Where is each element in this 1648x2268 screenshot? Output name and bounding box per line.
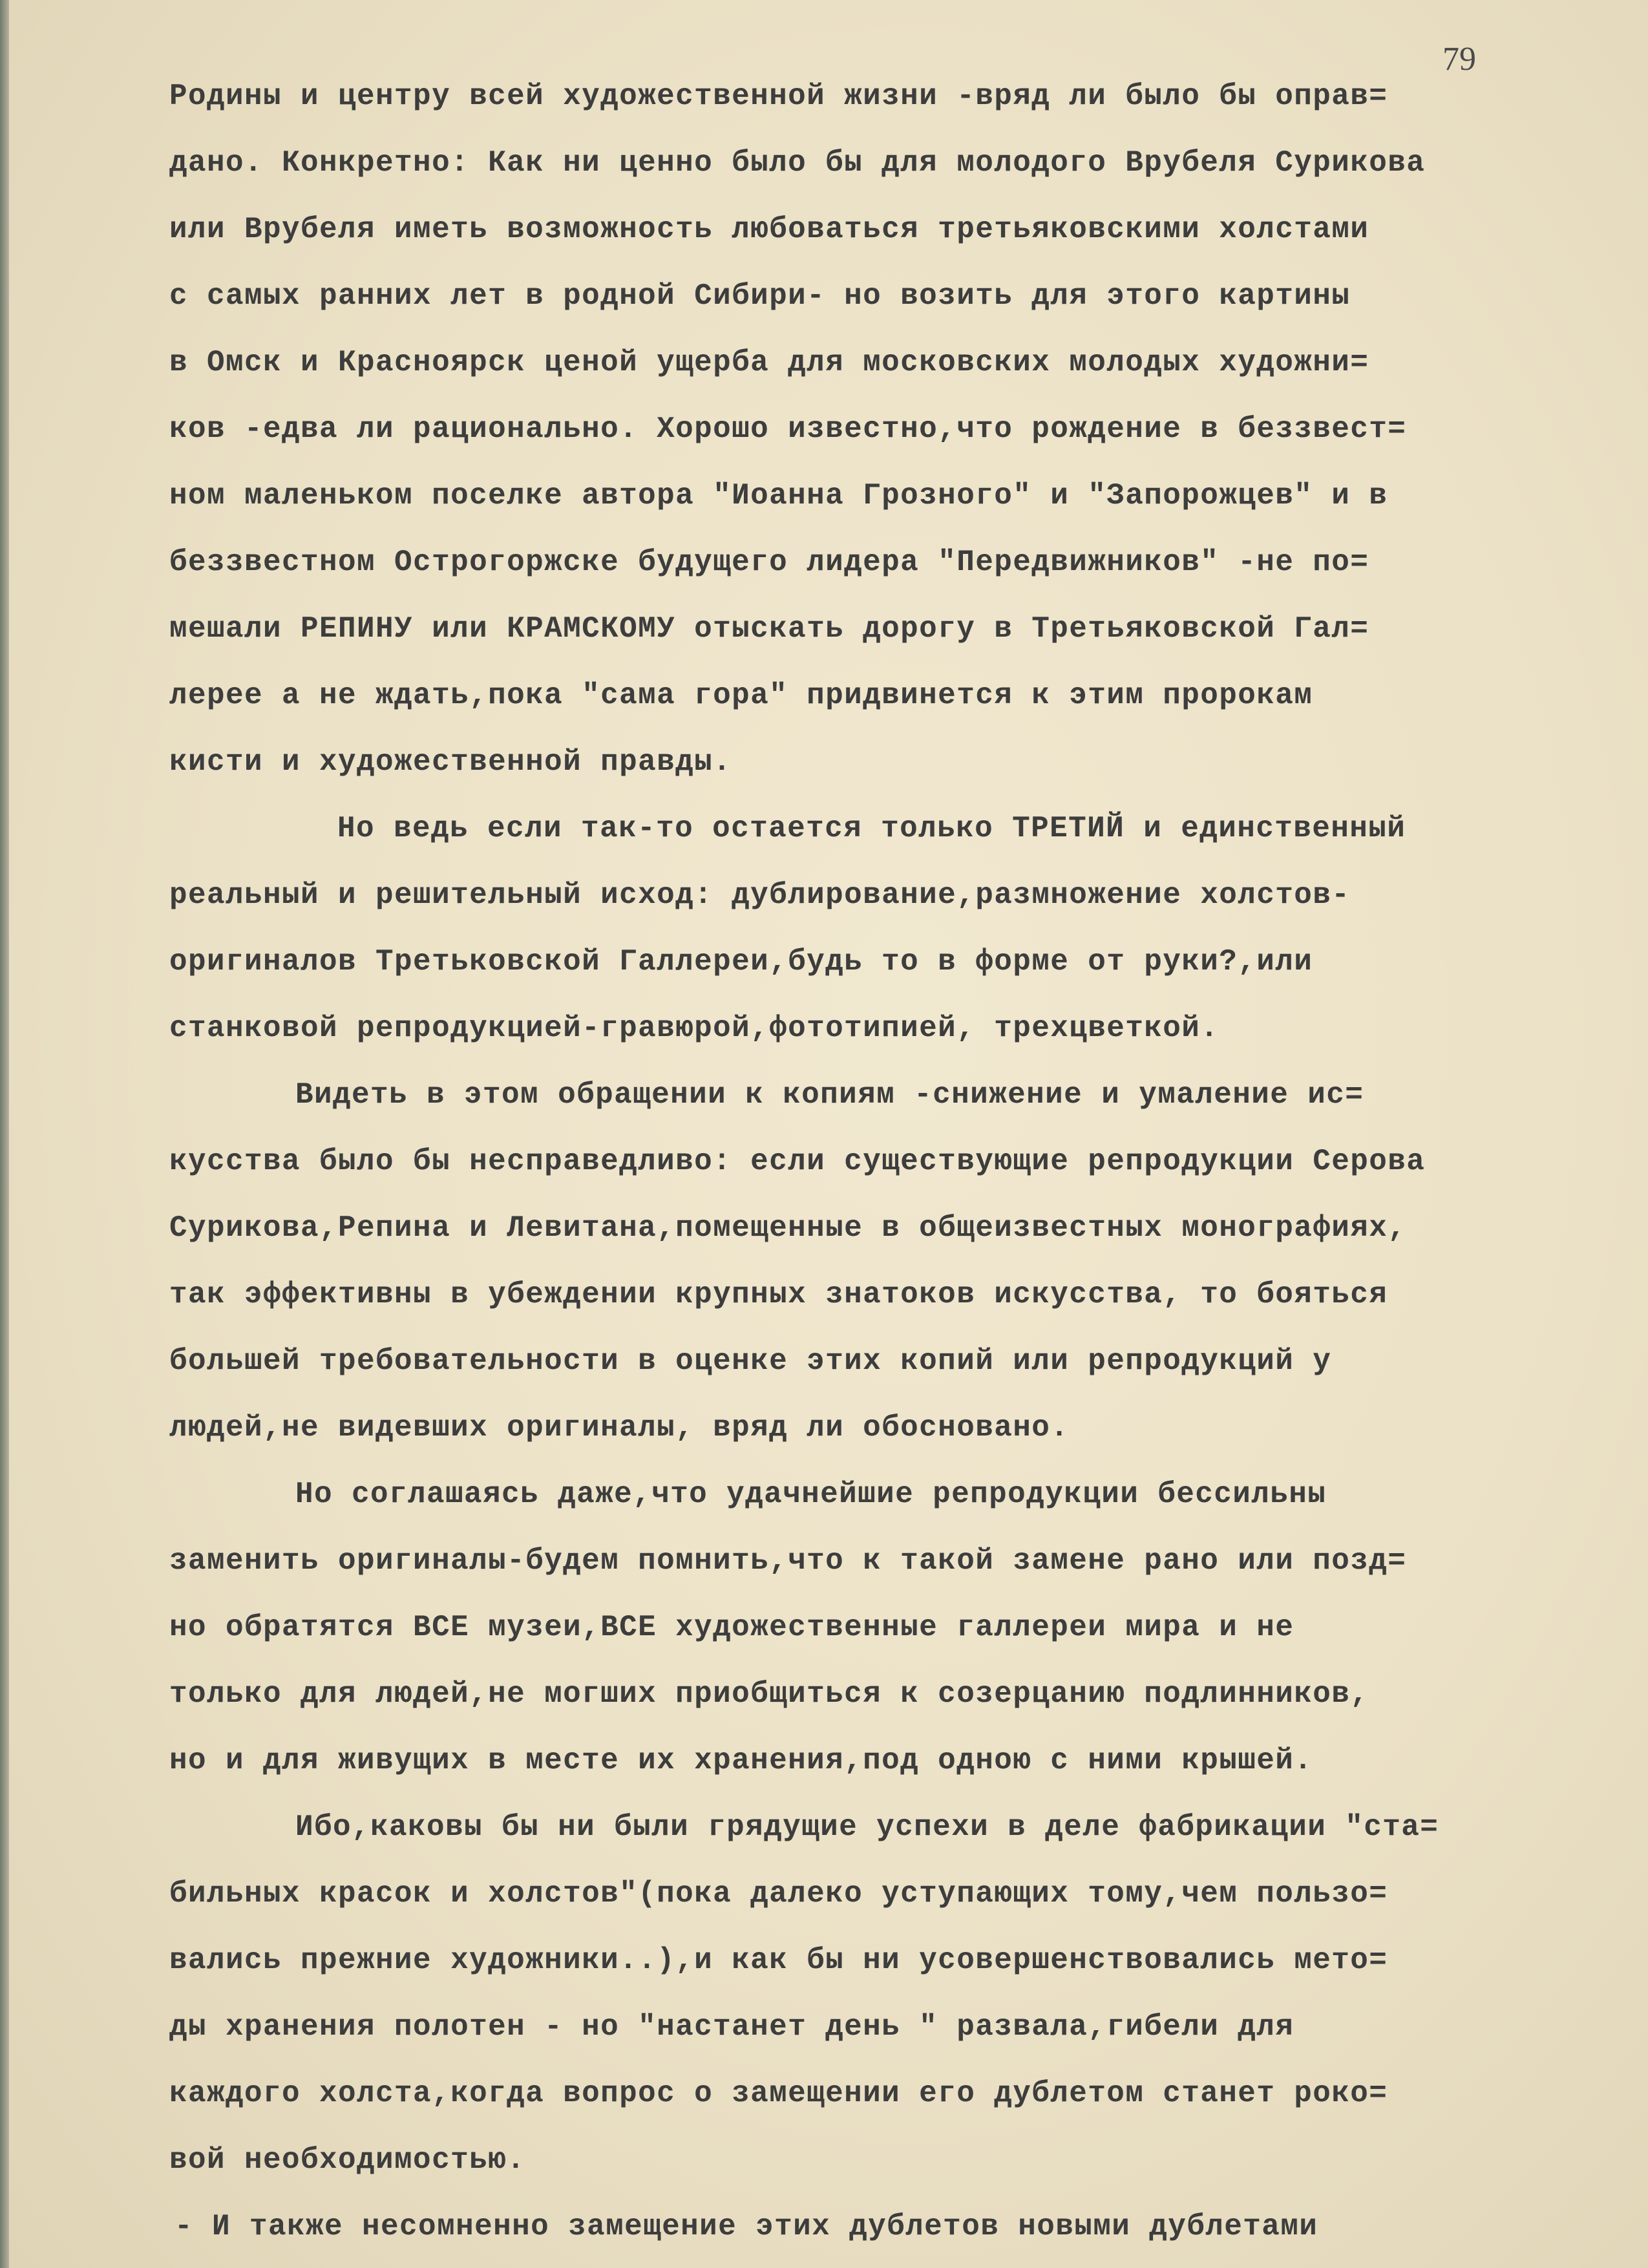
- text-line: реальный и решительный исход: дублирование,размножение холстов-: [169, 878, 1351, 912]
- text-line: лерее а не ждать,пока "сама гора" придвинется к этим пророкам: [169, 679, 1313, 712]
- text-line: так эффективны в убеждении крупных знатоков искусства, то бояться: [169, 1278, 1388, 1311]
- text-line: дано. Конкретно: Как ни ценно было бы для молодого Врубеля Сурикова: [169, 146, 1426, 180]
- text-line: ды хранения полотен - но "настанет день " развала,гибели для: [169, 2010, 1294, 2044]
- text-line: мешали РЕПИНУ или КРАМСКОМУ отыскать дорогу в Третьяковской Гал=: [169, 612, 1369, 646]
- paragraph-start-line: - И также несомненно замещение этих дублетов новыми дублетами: [174, 2210, 1318, 2243]
- text-line: станковой репродукцией-гравюрой,фототипией, трехцветкой.: [169, 1012, 1220, 1045]
- text-line: большей требовательности в оценке этих копий или репродукций у: [169, 1344, 1332, 1378]
- text-line: кусства было бы несправедливо: если существующие репродукции Серова: [169, 1145, 1426, 1178]
- paragraph-start-line: Но ведь если так-то остается только ТРЕТИЙ и единственный: [337, 812, 1406, 845]
- paragraph-start-line: Видеть в этом обращении к копиям -снижение и умаление ис=: [295, 1078, 1364, 1112]
- text-line: только для людей,не могших приобщиться к созерцанию подлинников,: [169, 1677, 1369, 1711]
- text-line: вались прежние художники..),и как бы ни усовершенствовались мето=: [169, 1944, 1388, 1977]
- binding-edge: [0, 0, 9, 2268]
- paragraph-start-line: Но соглашаясь даже,что удачнейшие репродукции бессильны: [295, 1478, 1327, 1511]
- text-line: кисти и художественной правды.: [169, 745, 732, 779]
- text-line: Родины и центру всей художественной жизни -вряд ли было бы оправ=: [169, 79, 1388, 113]
- text-line: заменить оригиналы-будем помнить,что к такой замене рано или позд=: [169, 1544, 1407, 1578]
- typewritten-text: [169, 63, 1604, 2260]
- text-line: каждого холста,когда вопрос о замещении его дублетом станет роко=: [169, 2077, 1388, 2110]
- text-line: ков -едва ли рационально. Хорошо известно,что рождение в беззвест=: [169, 412, 1407, 446]
- text-line: но обратятся ВСЕ музеи,ВСЕ художественные галлереи мира и не: [169, 1611, 1294, 1644]
- text-line: беззвестном Острогоржске будущего лидера "Передвижников" -не по=: [169, 546, 1369, 579]
- text-line: но и для живущих в месте их хранения,под одною с ними крышей.: [169, 1744, 1313, 1777]
- text-line: в Омск и Красноярск ценой ущерба для московских молодых художни=: [169, 346, 1369, 379]
- text-line: ном маленьком поселке автора "Иоанна Грозного" и "Запорожцев" и в: [169, 479, 1388, 513]
- paragraph-start-line: Ибо,каковы бы ни были грядущие успехи в деле фабрикации "ста=: [295, 1810, 1439, 1844]
- text-line: с самых ранних лет в родной Сибири- но возить для этого картины: [169, 279, 1351, 313]
- text-line: оригиналов Третьковской Галлереи,будь то в форме от руки?,или: [169, 945, 1313, 979]
- text-line: вой необходимостью.: [169, 2143, 526, 2177]
- text-line: людей,не видевших оригиналы, вряд ли обосновано.: [169, 1411, 1070, 1445]
- text-line: или Врубеля иметь возможность любоваться третьяковскими холстами: [169, 213, 1369, 246]
- text-line: Сурикова,Репина и Левитана,помещенные в общеизвестных монографиях,: [169, 1211, 1407, 1245]
- page-number: 79: [1442, 41, 1476, 78]
- text-line: бильных красок и холстов"(пока далеко уступающих тому,чем пользо=: [169, 1877, 1388, 1911]
